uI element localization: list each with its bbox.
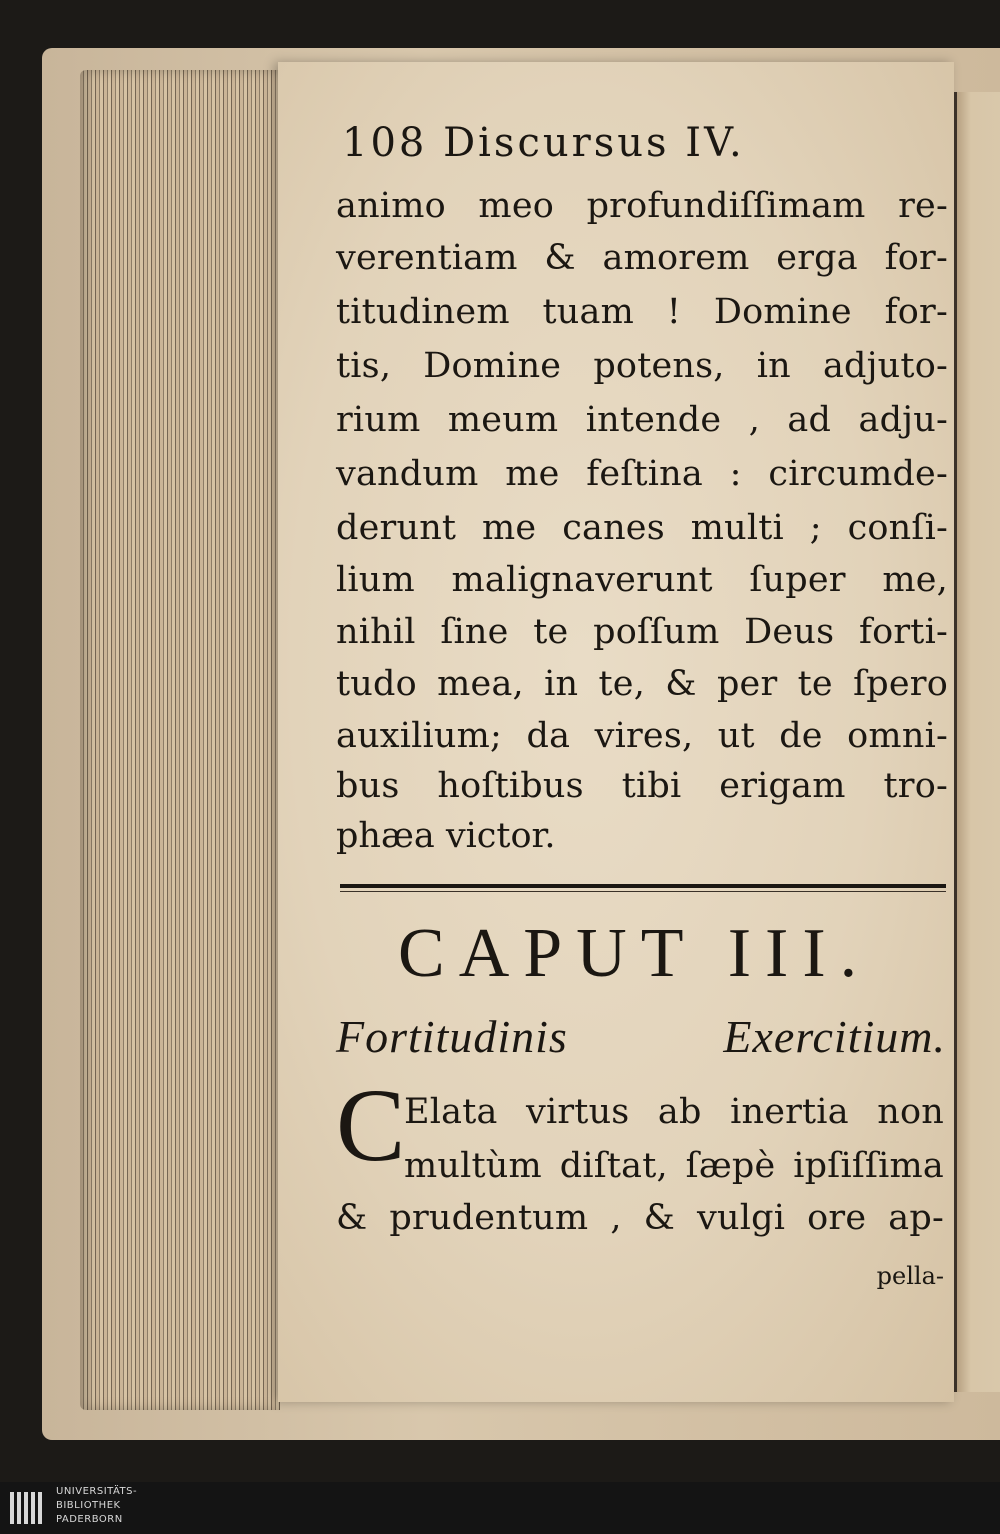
text-line: derunt me canes multi ; conſi- [336,508,948,548]
logo-text-line: PADERBORN [56,1514,123,1525]
text-line: lium malignaverunt ſuper me, [336,560,948,600]
section-rule [340,884,946,888]
body-line: & prudentum , & vulgi ore ap- [336,1198,944,1238]
page-edges [80,70,280,1410]
text-line: auxilium; da vires, ut de omni- [336,716,948,756]
running-header: 108 Discursus IV. [342,120,745,166]
text-line: verentiam & amorem erga for- [336,238,948,278]
logo-text-line: BIBLIOTHEK [56,1500,121,1511]
footer-bar [0,1482,1000,1534]
text-line: rium meum intende , ad adju- [336,400,948,440]
body-line: multùm diſtat, ſæpè ipſiſſima [404,1146,944,1186]
text-line: tis, Domine potens, in adjuto- [336,346,948,386]
text-line: bus hoſtibus tibi erigam tro- [336,766,948,806]
text-line: vandum me feſtina : circumde- [336,454,948,494]
catchword: pella- [876,1262,944,1290]
text-line: titudinem tuam ! Domine for- [336,292,948,332]
text-line: tudo mea, in te, & per te ſpero [336,664,948,704]
facing-page-edge [954,92,1000,1392]
logo-text-line: UNIVERSITÄTS- [56,1486,138,1497]
chapter-title: CAPUT III. [398,915,872,992]
text-line-last: phæa victor. [336,816,556,856]
chapter-subtitle: Fortitudinis Exercitium. [336,1011,946,1062]
text-line: animo meo profundiſſimam re- [336,186,948,226]
library-logo-icon [8,1488,48,1528]
drop-initial: C [336,1068,406,1183]
text-line: nihil ſine te poſſum Deus forti- [336,612,948,652]
body-line: Elata virtus ab inertia non [404,1092,944,1132]
